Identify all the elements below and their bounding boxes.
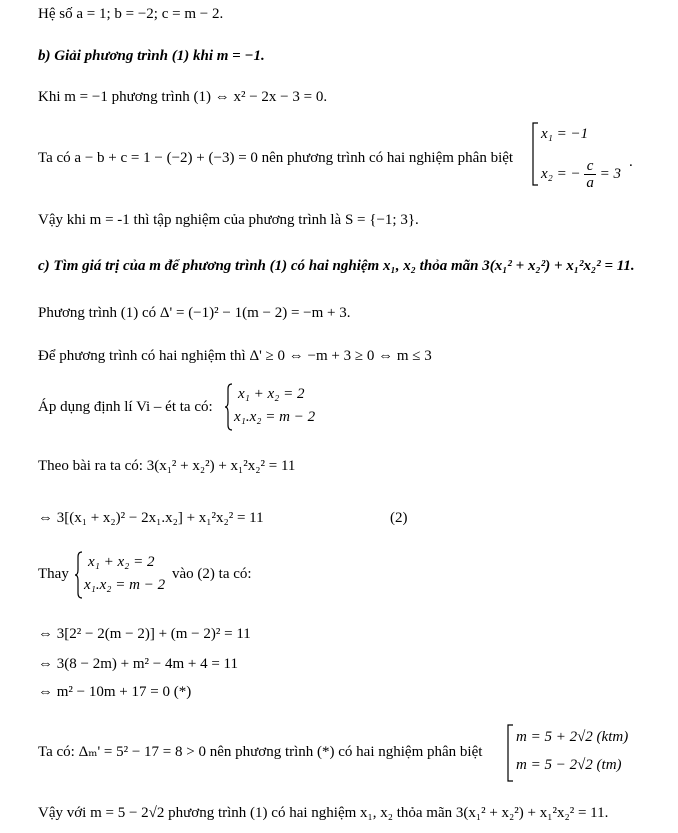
roots-bracket-system [531, 122, 641, 191]
roots-period: . [629, 154, 633, 170]
step-1-line: ⇔ 3[2² − 2(m − 2)] + (m − 2)² = 11 [38, 626, 251, 642]
solution-set-line: Vậy khi m = -1 thì tập nghiệm của phương trình là S = {−1; 3}. [38, 212, 419, 228]
part-b-heading: b) Giải phương trình (1) khi m = −1. [38, 48, 265, 64]
root-x2 [541, 158, 621, 191]
expanded-condition-line: ⇔ 3[(x₁ + x₂)² − 2x₁.x₂] + x₁²x₂² = 11 [38, 510, 264, 526]
fraction-denominator: a [586, 175, 594, 191]
root-x2-prefix: x₂ = − [541, 165, 581, 182]
part-c-heading: c) Tìm giá trị của m để phương trình (1) có hai nghiệm x₁, x₂ thỏa mãn 3(x₁² + x₂²) + x₁²x₂² = 11. [38, 258, 635, 274]
substitute-intro: Thay [38, 566, 69, 582]
substitution-line: Khi m = −1 phương trình (1) ⇔ x² − 2x − 3 = 0. [38, 89, 328, 105]
equation-number-2: (2) [390, 510, 408, 526]
square-bracket-icon [506, 724, 514, 782]
substitute-system [74, 551, 184, 599]
m-solutions-bracket [506, 724, 656, 784]
step-2-line: ⇔ 3(8 − 2m) + m² − 4m + 4 = 11 [38, 656, 238, 672]
curly-brace-icon [224, 383, 234, 431]
coefficients-line: Hệ số a = 1; b = −2; c = m − 2. [38, 6, 224, 22]
substitute-sum: x₁ + x₂ = 2 [88, 554, 155, 570]
conclusion-line: Vậy với m = 5 − 2√2 phương trình (1) có hai nghiệm x₁, x₂ thỏa mãn 3(x₁² + x₂²) + x₁²x₂² = 11. [38, 805, 609, 821]
delta-m-line: Ta có: Δₘ' = 5² − 17 = 8 > 0 nên phương trình (*) có hai nghiệm phân biệt [38, 744, 483, 760]
curly-brace-icon [74, 551, 84, 599]
square-bracket-icon [531, 122, 539, 186]
fraction-c-over-a [584, 158, 596, 191]
fraction-numerator: c [584, 158, 596, 175]
vieta-sum: x₁ + x₂ = 2 [238, 386, 305, 402]
quadratic-m-line: ⇔ m² − 10m + 17 = 0 (*) [38, 684, 192, 700]
substitute-product: x₁.x₂ = m − 2 [84, 577, 166, 593]
m-solution-1: m = 5 + 2√2 (ktm) [516, 729, 629, 745]
roots-reasoning-line: Ta có a − b + c = 1 − (−2) + (−3) = 0 nên phương trình có hai nghiệm phân biệt [38, 150, 514, 166]
substitute-outro: vào (2) ta có: [172, 566, 252, 582]
m-solution-2: m = 5 − 2√2 (tm) [516, 757, 622, 773]
vieta-product: x₁.x₂ = m − 2 [234, 409, 316, 425]
discriminant-line: Phương trình (1) có Δ' = (−1)² − 1(m − 2) = −m + 3. [38, 305, 351, 321]
root-x2-value: = 3 [599, 165, 621, 182]
vieta-system [224, 383, 334, 431]
vieta-intro: Áp dụng định lí Vi – ét ta có: [38, 399, 213, 415]
root-x1: x₁ = −1 [541, 126, 589, 142]
condition-line: Để phương trình có hai nghiệm thì Δ' ≥ 0 ⇔ −m + 3 ≥ 0 ⇔ m ≤ 3 [38, 348, 432, 364]
condition-restated-line: Theo bài ra ta có: 3(x₁² + x₂²) + x₁²x₂² = 11 [38, 458, 296, 474]
